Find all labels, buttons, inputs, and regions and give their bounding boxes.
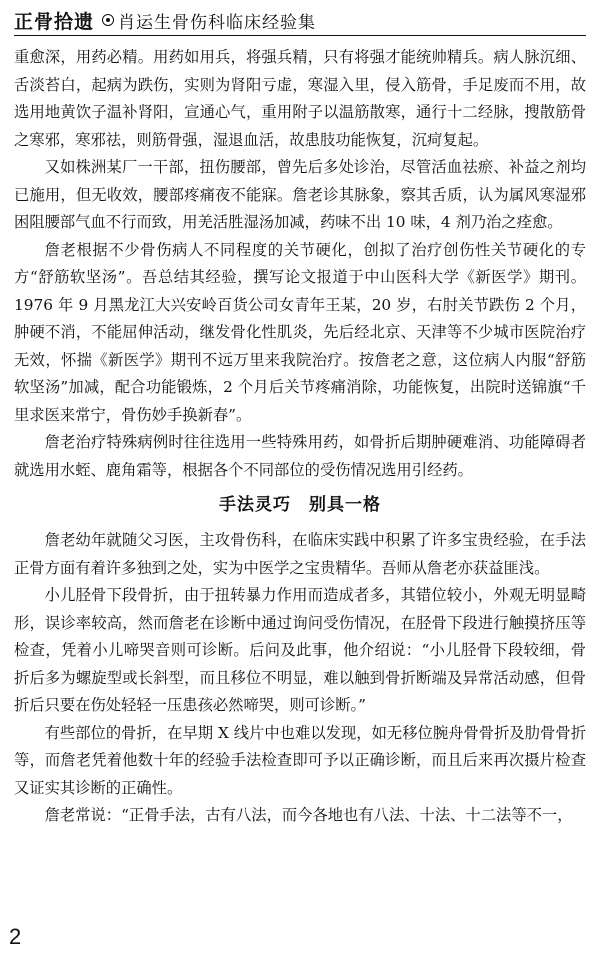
- page-number: 2: [9, 924, 22, 949]
- paragraph: 小儿胫骨下段骨折，由于扭转暴力作用而造成者多，其错位较小，外观无明显畸形，误诊率较高，然而詹老在诊断中通过询问受伤情况，在胫骨下段进行触摸挤压等检查，凭着小儿啼哭音则可诊断。后问及此事，他介绍说：“小儿胫骨下段较细，骨折后多为螺旋型或长斜型，而且移位不明显，难以触到骨折断端及异常活动感，但骨折后只要在伤处轻轻一压患孩必然啼哭，则可诊断。”: [14, 586, 586, 714]
- page-body: [14, 44, 586, 830]
- paragraph: 詹老幼年就随父习医，主攻骨伤科，在临床实践中积累了许多宝贵经验，在手法正骨方面有着许多独到之处，实为中医学之宝贵精华。吾师从詹老亦获益匪浅。: [14, 531, 586, 577]
- paragraph: 詹老根据不少骨伤病人不同程度的关节硬化，创拟了治疗创伤性关节硬化的专方“舒筋软坚汤”。吾总结其经验，撰写论文报道于中山医科大学《新医学》期刊。1976 年 9 月黑龙江大兴安岭百货公司女青年王某，20 岁，右肘关节跌伤 2 个月，肿硬不消，不能屈伸活动，继发骨化性肌炎，先后经北京、天津等不少城市医院治疗无效，怀揣《新医学》期刊不远万里来我院治疗。按詹老之意，这位病人内服“舒筋软坚汤”加减，配合功能锻炼，2 个月后关节疼痛消除，功能恢复，出院时送锦旗“千里求医来常宁，骨伤妙手换新春”。: [14, 240, 586, 424]
- paragraph: 又如株洲某厂一干部，扭伤腰部，曾先后多处诊治，尽管活血祛瘀、补益之剂均已施用，但无收效，腰部疼痛夜不能寐。詹老诊其脉象，察其舌质，认为属风寒湿邪困阻腰部气血不行而致，用羌活胜湿汤加减，药味不出 10 味，4 剂乃治之痊愈。: [14, 158, 586, 231]
- running-header: [14, 8, 586, 32]
- circle-bullet-icon: [102, 14, 114, 26]
- book-subtitle: 肖运生骨伤科临床经验集: [118, 12, 317, 33]
- paragraph: 有些部位的骨折，在早期 X 线片中也难以发现，如无移位腕舟骨骨折及肋骨骨折等，而詹老凭着他数十年的经验手法检查即可予以正确诊断，而且后来再次摄片检查又证实其诊断的正确性。: [14, 723, 586, 797]
- paragraph-continued: 重愈深，用药必精。用药如用兵，将强兵精，只有将强才能统帅精兵。病人脉沉细、舌淡苔白，起病为跌伤，实则为肾阳亏虚，寒湿入里，侵入筋骨，手足废而不用，故选用地黄饮子温补肾阳，宣通心气，重用附子以温筋散寒，通行十二经脉，搜散筋骨之寒邪，寒邪祛，则筋骨强，湿退血活，故患肢功能恢复，沉疴复起。: [14, 48, 586, 149]
- section-heading: 手法灵巧 别具一格: [219, 495, 381, 515]
- paragraph: 詹老常说：“正骨手法，古有八法，而今各地也有八法、十法、十二法等不一，: [44, 806, 573, 824]
- paragraph: 詹老治疗特殊病例时往往选用一些特殊用药，如骨折后期肿硬难消、功能障碍者就选用水蛭、鹿角霜等，根据各个不同部位的受伤情况选用引经药。: [14, 433, 586, 479]
- book-title: 正骨拾遗: [14, 10, 95, 33]
- header-divider: [14, 35, 586, 36]
